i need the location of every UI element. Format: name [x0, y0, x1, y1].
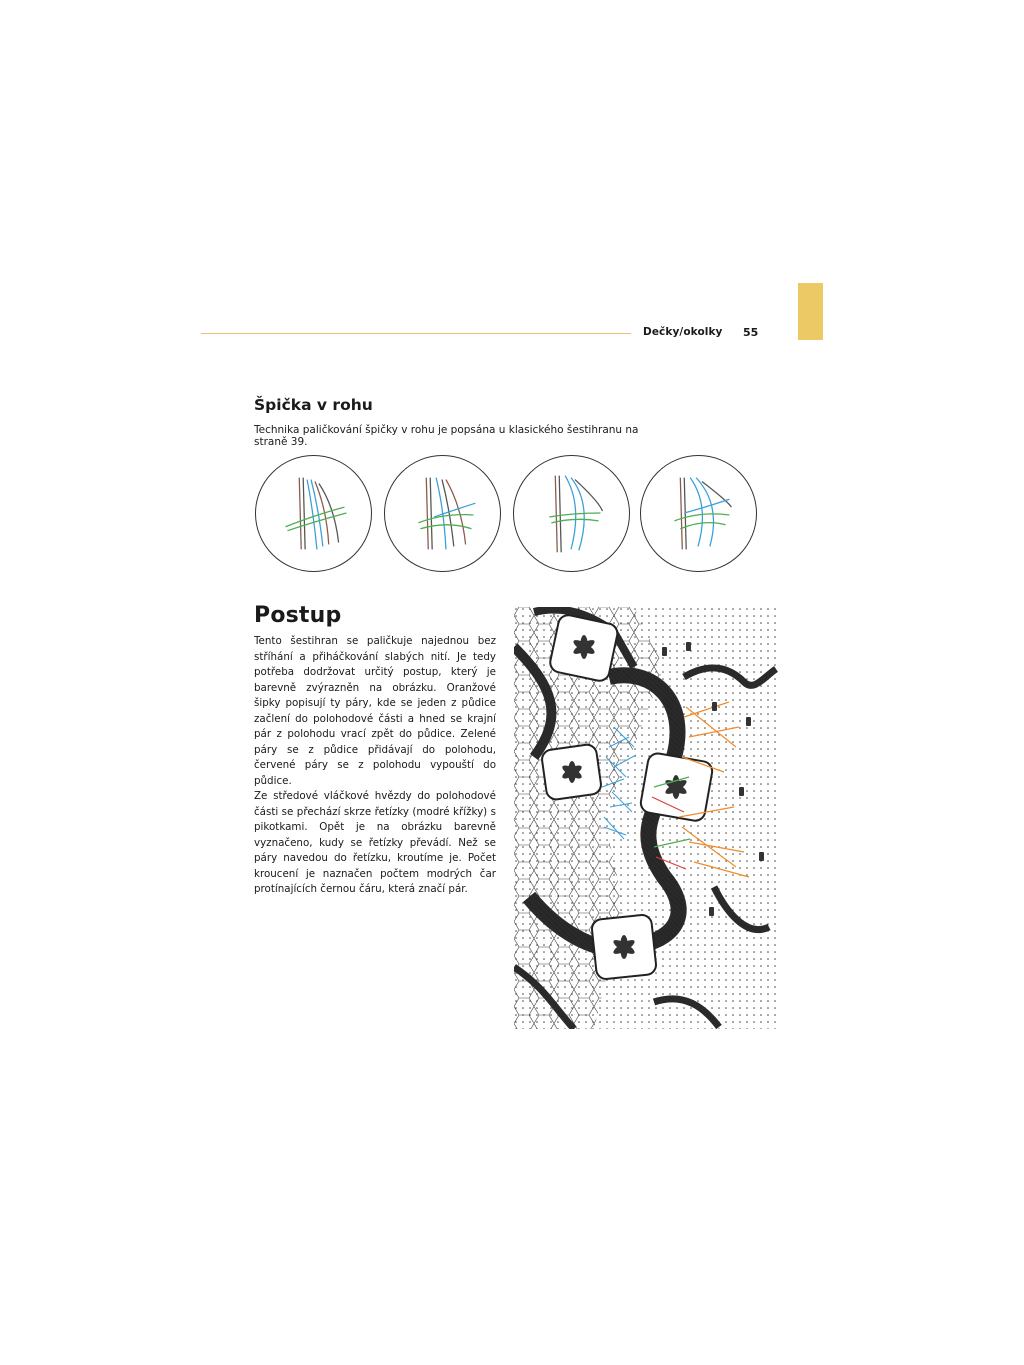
bobbin-diagram-1: [255, 455, 372, 572]
bobbin-diagram-4: [640, 455, 757, 572]
postup-paragraph-1: Tento šestihran se paličkuje najednou bez stříhání a přiháčkování slabých nití. Je tedy potřeba dodržovat určitý postup, který je barevně zvýrazněn na obrázku. Oranžové šipky popisují ty páry, kde se jeden z půdice začlení do polohodové části a hned se krajní pár z polohodu vrací zpět do půdice. Zelené páry se z půdice přidávají do polohodu, červené páry se z polohodu vypouští do půdice.: [254, 635, 496, 787]
intro-text: Technika paličkování špičky v rohu je popsána u klasického šestihranu na straně 39.: [254, 424, 639, 448]
postup-paragraph-2: Ze středové vláčkové hvězdy do polohodové části se přechází skrze řetízky (modré křížky) s pikotkami. Opět je na obrázku barevně vyznačeno, kudy se řetízky převádí. Než se páry navedou do řetízku, kroutíme je. Počet kroucení je naznačen počtem modrých čar protínajících černou čáru, která značí pár.: [254, 790, 496, 895]
bobbin-diagram-3: [513, 455, 630, 572]
postup-title: Postup: [254, 603, 342, 628]
lace-pattern-diagram: [514, 607, 779, 1029]
running-head: Dečky/okolky: [643, 326, 723, 338]
header-rule: [201, 333, 631, 334]
page-number: 55: [743, 326, 759, 339]
postup-body: [254, 634, 496, 898]
section-title: Špička v rohu: [254, 396, 373, 414]
chapter-thumb-tab: [798, 283, 823, 340]
bobbin-diagram-2: [384, 455, 501, 572]
